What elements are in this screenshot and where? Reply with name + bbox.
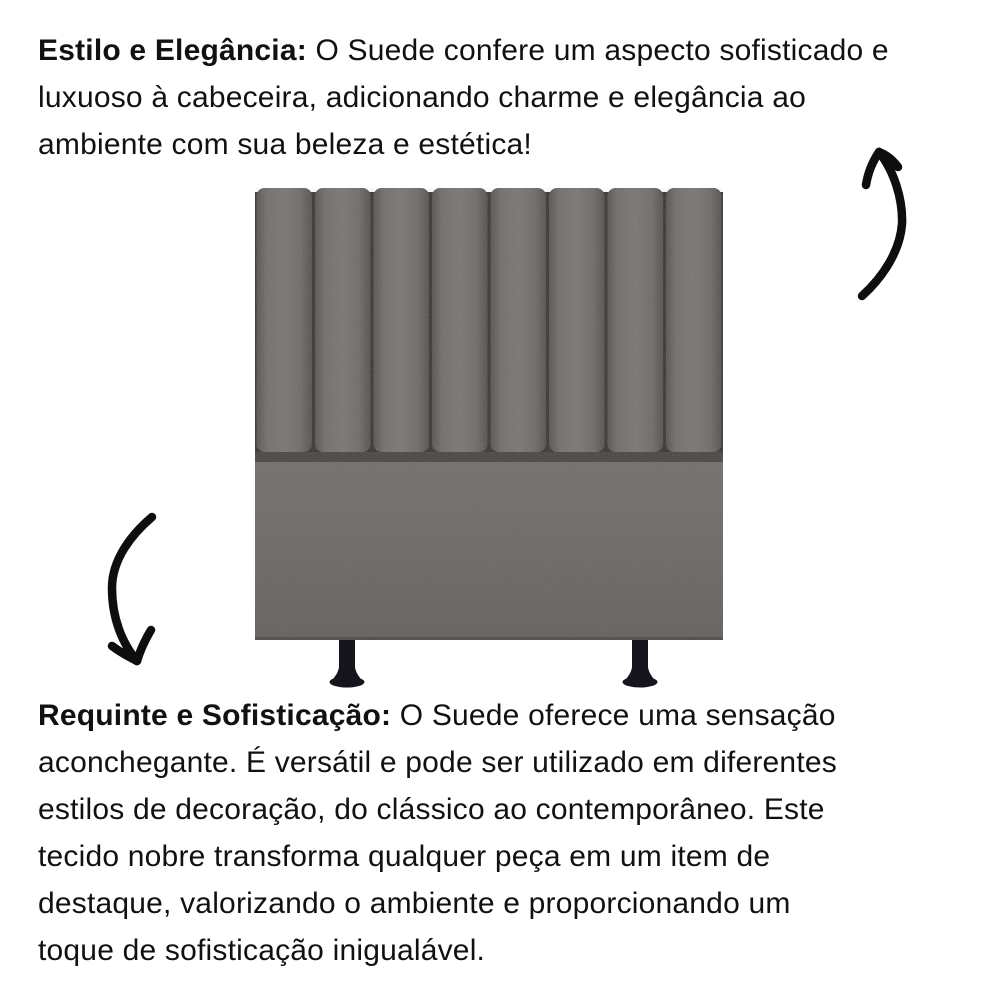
curved-arrow-up-icon xyxy=(862,152,902,296)
bottom-paragraph-heading: Requinte e Sofisticação: xyxy=(38,699,392,732)
channel-panel xyxy=(549,188,605,452)
paragraph-line xyxy=(38,27,988,74)
channel-panel xyxy=(608,188,664,452)
channel-panel xyxy=(432,188,488,452)
paragraph-line: destaque, valorizando o ambiente e proporcionando um xyxy=(38,887,791,920)
headboard-leg xyxy=(330,640,365,688)
paragraph-line: ambiente com sua beleza e estética! xyxy=(38,128,532,161)
headboard-grooves xyxy=(255,192,723,452)
paragraph-line: toque de sofisticação inigualável. xyxy=(38,934,486,967)
channel-panel xyxy=(315,188,371,452)
paragraph-line: luxuoso à cabeceira, adicionando charme e elegância ao xyxy=(38,81,806,114)
top-paragraph-heading: Estilo e Elegância: xyxy=(38,34,307,67)
paragraph-line: estilos de decoração, do clássico ao contemporâneo. Este xyxy=(38,793,825,826)
headboard-bottom-edge xyxy=(255,637,723,640)
bottom-paragraph-text: O Suede oferece uma sensação xyxy=(391,699,836,732)
top-paragraph-text: O Suede confere um aspecto sofisticado e xyxy=(306,34,889,67)
headboard-body xyxy=(255,188,723,640)
channel-panel xyxy=(491,188,547,452)
curved-arrow-down-icon xyxy=(112,517,152,661)
channel-panel xyxy=(666,188,722,452)
paragraph-line xyxy=(38,692,988,739)
top-paragraph xyxy=(38,27,988,168)
channel-panel xyxy=(257,188,313,452)
headboard-channels xyxy=(257,188,722,452)
headboard-leg xyxy=(623,640,658,688)
paragraph-line: tecido nobre transforma qualquer peça em um item de xyxy=(38,840,771,873)
bottom-paragraph xyxy=(38,692,988,974)
headboard-junction-shadow xyxy=(255,448,723,462)
headboard-legs xyxy=(330,640,658,688)
headboard-rail xyxy=(255,460,723,640)
channel-panel xyxy=(374,188,430,452)
paragraph-line: aconchegante. É versátil e pode ser utilizado em diferentes xyxy=(38,746,837,779)
